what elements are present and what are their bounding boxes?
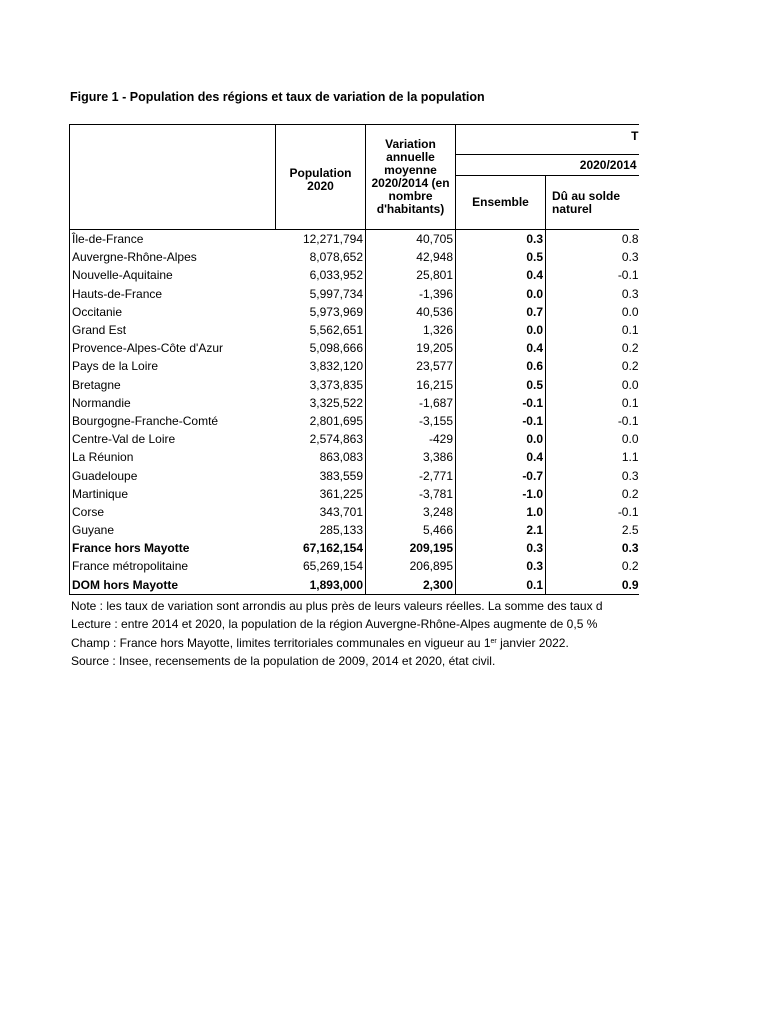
population-cell: 3,373,835 <box>276 376 366 394</box>
table-row <box>70 357 639 375</box>
solde-naturel-cell: 0.3 <box>621 286 639 301</box>
population-cell: 3,325,522 <box>276 394 366 412</box>
region-name-cell: France hors Mayotte <box>70 539 276 557</box>
solde-naturel-cell: 0.8 <box>621 232 639 247</box>
table-row <box>70 539 639 557</box>
table-row <box>70 394 639 412</box>
variation-cell: 1,326 <box>366 321 456 339</box>
solde-naturel-cell: 0.1 <box>621 323 639 338</box>
variation-cell: -429 <box>366 430 456 448</box>
region-name-cell: Bretagne <box>70 376 276 394</box>
population-cell: 2,801,695 <box>276 412 366 430</box>
solde-naturel-cell: 0.2 <box>621 341 639 356</box>
ensemble-cell: -0.7 <box>456 466 546 484</box>
region-name-cell: Guadeloupe <box>70 466 276 484</box>
ensemble-cell: 0.3 <box>456 539 546 557</box>
table-row <box>70 285 639 303</box>
ensemble-cell: 0.6 <box>456 357 546 375</box>
variation-cell: 16,215 <box>366 376 456 394</box>
header-group-top: T <box>456 125 639 155</box>
population-cell: 5,973,969 <box>276 303 366 321</box>
ensemble-cell: 0.3 <box>456 230 546 249</box>
table-row <box>70 376 639 394</box>
population-cell: 2,574,863 <box>276 430 366 448</box>
solde-naturel-cell: 0.2 <box>621 359 639 374</box>
ensemble-cell: 0.3 <box>456 557 546 575</box>
variation-cell: -1,396 <box>366 285 456 303</box>
region-name-cell: Occitanie <box>70 303 276 321</box>
table-row <box>70 576 639 595</box>
solde-naturel-cell: 0.0 <box>621 432 639 447</box>
solde-naturel-cell: -0.1 <box>617 504 639 519</box>
header-solde-naturel: Dû au solde naturel <box>546 176 639 230</box>
ensemble-cell: 0.0 <box>456 321 546 339</box>
table-row <box>70 339 639 357</box>
champ-superscript: er <box>490 637 497 645</box>
population-cell: 3,832,120 <box>276 357 366 375</box>
table-row <box>70 448 639 466</box>
table-row <box>70 248 639 266</box>
population-cell: 383,559 <box>276 466 366 484</box>
variation-cell: 206,895 <box>366 557 456 575</box>
region-name-cell: DOM hors Mayotte <box>70 576 276 595</box>
ensemble-cell: 0.0 <box>456 285 546 303</box>
region-name-cell: Hauts-de-France <box>70 285 276 303</box>
solde-naturel-cell: 0.1 <box>621 395 639 410</box>
variation-cell: 23,577 <box>366 357 456 375</box>
solde-naturel-cell: 0.0 <box>621 304 639 319</box>
population-cell: 65,269,154 <box>276 557 366 575</box>
variation-cell: -3,781 <box>366 485 456 503</box>
lecture-line: Lecture : entre 2014 et 2020, la population de la région Auvergne-Rhône-Alpes augmente de 0,5 % <box>71 617 598 632</box>
variation-cell: 25,801 <box>366 266 456 284</box>
header-variation: Variation annuelle moyenne 2020/2014 (en nombre d'habitants) <box>366 125 456 230</box>
variation-cell: 19,205 <box>366 339 456 357</box>
table-row <box>70 303 639 321</box>
champ-text-end: janvier 2022. <box>496 635 569 650</box>
region-name-cell: Île-de-France <box>70 230 276 249</box>
region-name-cell: Pays de la Loire <box>70 357 276 375</box>
population-cell: 5,997,734 <box>276 285 366 303</box>
solde-naturel-cell: 0.2 <box>621 486 639 501</box>
solde-naturel-cell: 0.3 <box>621 541 639 556</box>
population-cell: 5,098,666 <box>276 339 366 357</box>
champ-text: Champ : France hors Mayotte, limites territoriales communales en vigueur au 1 <box>71 635 491 650</box>
solde-naturel-cell: 0.2 <box>621 559 639 574</box>
note-line: Note : les taux de variation sont arrondis au plus près de leurs valeurs réelles. La somme des taux d <box>71 599 603 613</box>
population-cell: 361,225 <box>276 485 366 503</box>
population-cell: 5,562,651 <box>276 321 366 339</box>
header-period: 2020/2014 <box>456 155 639 176</box>
ensemble-cell: 0.1 <box>456 576 546 595</box>
population-cell: 1,893,000 <box>276 576 366 595</box>
variation-cell: 209,195 <box>366 539 456 557</box>
variation-cell: 2,300 <box>366 576 456 595</box>
table-row <box>70 430 639 448</box>
solde-naturel-cell: 0.0 <box>621 377 639 392</box>
table-row <box>70 557 639 575</box>
variation-cell: -3,155 <box>366 412 456 430</box>
variation-cell: 42,948 <box>366 248 456 266</box>
region-name-cell: Corse <box>70 503 276 521</box>
champ-line <box>71 634 603 652</box>
ensemble-cell: 0.0 <box>456 430 546 448</box>
variation-cell: 40,536 <box>366 303 456 321</box>
region-name-cell: Centre-Val de Loire <box>70 430 276 448</box>
solde-naturel-cell: 0.9 <box>546 576 639 595</box>
solde-naturel-cell: -0.1 <box>617 413 639 428</box>
region-name-cell: Grand Est <box>70 321 276 339</box>
table-row <box>70 412 639 430</box>
ensemble-cell: 1.0 <box>456 503 546 521</box>
region-name-cell: Normandie <box>70 394 276 412</box>
header-region <box>70 125 276 230</box>
region-name-cell: La Réunion <box>70 448 276 466</box>
region-name-cell: Nouvelle-Aquitaine <box>70 266 276 284</box>
solde-naturel-cell: 0.3 <box>621 250 639 265</box>
ensemble-cell: -0.1 <box>456 394 546 412</box>
variation-cell: 5,466 <box>366 521 456 539</box>
table-row <box>70 521 639 539</box>
figure-title: Figure 1 - Population des régions et taux de variation de la population <box>70 90 485 104</box>
solde-naturel-cell: -0.1 <box>617 268 639 283</box>
table-row <box>70 466 639 484</box>
solde-naturel-cell: 1.1 <box>621 450 639 465</box>
variation-cell: 3,386 <box>366 448 456 466</box>
region-name-cell: Guyane <box>70 521 276 539</box>
table-row <box>70 321 639 339</box>
variation-cell: 40,705 <box>366 230 456 249</box>
ensemble-cell: 0.4 <box>456 448 546 466</box>
region-name-cell: Martinique <box>70 485 276 503</box>
ensemble-cell: 2.1 <box>456 521 546 539</box>
table-row <box>70 503 639 521</box>
population-cell: 863,083 <box>276 448 366 466</box>
population-cell: 67,162,154 <box>276 539 366 557</box>
region-name-cell: Bourgogne-Franche-Comté <box>70 412 276 430</box>
variation-cell: -1,687 <box>366 394 456 412</box>
population-table <box>69 124 639 595</box>
ensemble-cell: 0.5 <box>456 376 546 394</box>
population-cell: 285,133 <box>276 521 366 539</box>
region-name-cell: France métropolitaine <box>70 557 276 575</box>
solde-naturel-cell: 0.3 <box>621 468 639 483</box>
table-row <box>70 266 639 284</box>
population-cell: 8,078,652 <box>276 248 366 266</box>
ensemble-cell: 0.4 <box>456 266 546 284</box>
header-population: Population 2020 <box>276 125 366 230</box>
ensemble-cell: 0.5 <box>456 248 546 266</box>
table-row <box>70 485 639 503</box>
population-cell: 12,271,794 <box>276 230 366 249</box>
ensemble-cell: 0.4 <box>456 339 546 357</box>
ensemble-cell: -1.0 <box>456 485 546 503</box>
population-cell: 6,033,952 <box>276 266 366 284</box>
variation-cell: 3,248 <box>366 503 456 521</box>
solde-naturel-cell: 2.5 <box>621 523 639 538</box>
population-cell: 343,701 <box>276 503 366 521</box>
source-line: Source : Insee, recensements de la population de 2009, 2014 et 2020, état civil. <box>71 654 496 669</box>
region-name-cell: Auvergne-Rhône-Alpes <box>70 248 276 266</box>
ensemble-cell: 0.7 <box>456 303 546 321</box>
table-row <box>70 230 639 249</box>
header-ensemble: Ensemble <box>456 176 546 230</box>
variation-cell: -2,771 <box>366 466 456 484</box>
region-name-cell: Provence-Alpes-Côte d'Azur <box>70 339 276 357</box>
ensemble-cell: -0.1 <box>456 412 546 430</box>
notes <box>71 597 603 671</box>
